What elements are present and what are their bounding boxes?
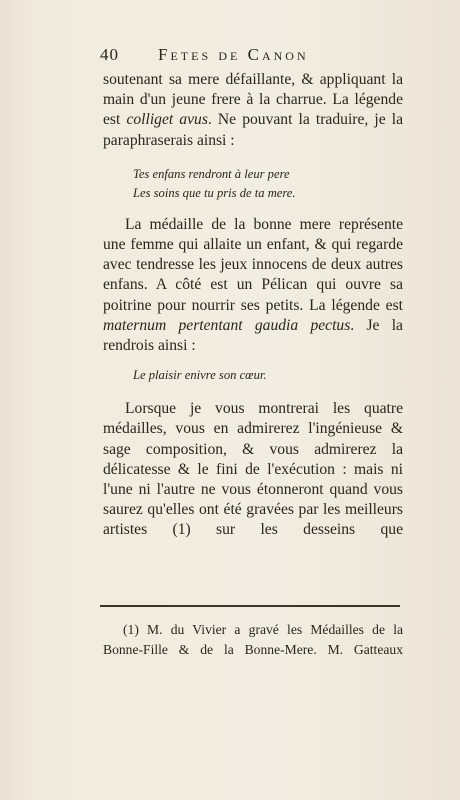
paragraph-1 [103, 70, 403, 151]
verse-2 [133, 366, 403, 385]
page-body [103, 70, 403, 541]
paragraph-3: Lorsque je vous montrerai les quatre médailles, vous en admirerez l'ingénieuse & sage composition, & vous admirerez la délicatesse & le fini de l'exécution : mais ni l'une ni l'autre ne vous étonneront quand vous saurez qu'elles ont été gravées par les meilleurs artistes (1) sur les desseins que [103, 400, 403, 539]
verse-1-line-1: Tes enfans rendront à leur pere [133, 166, 290, 181]
paragraph-2-italic: maternum pertentant gaudia pectus [103, 316, 351, 334]
paragraph-2-text: La médaille de la bonne mere représente une femme qui allaite un enfant, & qui regarde avec tendresse les jeux innocens de deux autres enfans. A côté est un Pélican qui ouvre sa poitrine pour nourrir ses petits. La légende est [103, 215, 403, 314]
verse-1-line-2: Les soins que tu pris de ta mere. [133, 185, 296, 200]
paragraph-1-text-end: . Ne pouvant la traduire, je la paraphraserais ainsi : [103, 111, 404, 149]
footnote-rule [100, 605, 400, 607]
footnote-text: (1) M. du Vivier a gravé les Médailles de la Bonne-Fille & de la Bonne-Mere. M. Gatteaux [103, 622, 403, 657]
paragraph-2 [103, 215, 403, 356]
footnote [103, 620, 403, 660]
paragraph-2-text-end: . Je la rendrois ainsi : [103, 316, 403, 355]
paragraph-1-text: soutenant sa mere défaillante, & appliquant la main d'un jeune frere à la charrue. La légende est [103, 71, 403, 129]
page-number: 40 [100, 45, 119, 64]
running-title: Fetes de Canon [158, 45, 309, 64]
verse-1 [133, 165, 403, 203]
paragraph-1-italic: colliget avus [126, 111, 208, 129]
verse-2-line-1: Le plaisir enivre son cœur. [133, 368, 267, 383]
